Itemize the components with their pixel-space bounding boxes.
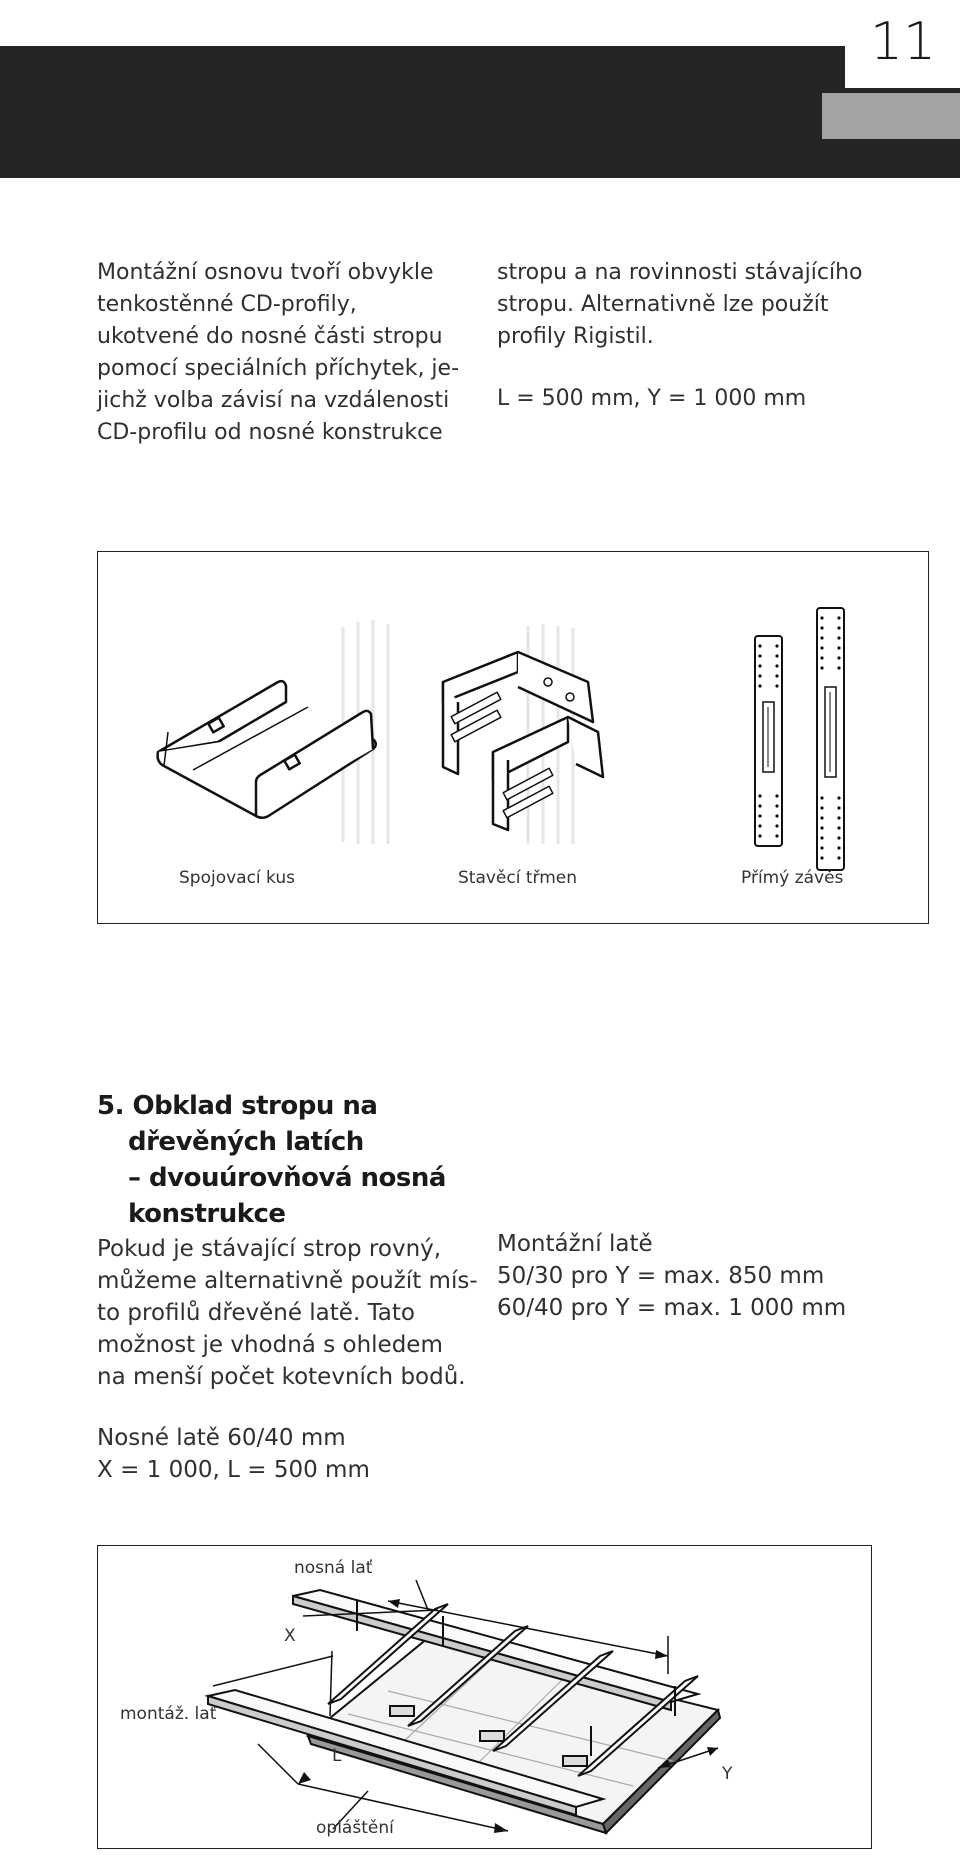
caption-bracket: Stavěcí třmen: [458, 868, 578, 888]
page-number: 11: [869, 12, 937, 72]
label-bearing-batten: nosná lať: [294, 1558, 373, 1578]
figure-hangers: [97, 551, 929, 924]
section-heading: [97, 1088, 446, 1232]
section-body-left: Pokud je stávající strop rovný, můžeme alternativně použít mís- to profilů dřevěné latě. Tato možnost je vhodná s ohledem na menší počet kotevních bodů.: [97, 1236, 478, 1390]
intro-dimensions: L = 500 mm, Y = 1 000 mm: [497, 386, 807, 411]
label-mounting-batten: montáž. lať: [120, 1704, 217, 1724]
header-accent: [822, 93, 960, 139]
intro-text-left: Montážní osnovu tvoří obvykle tenkostěnné CD-profily, ukotvené do nosné části stropu pomocí speciálních příchytek, je- jichž volba závisí na vzdálenosti CD-profilu od nosné konstrukce: [97, 260, 460, 445]
label-x: X: [284, 1626, 296, 1646]
heading-line-1: 5. Obklad stropu na: [97, 1091, 378, 1121]
heading-line-3: – dvouúrovňová nosná: [128, 1163, 446, 1193]
heading-line-2: dřevěných latích: [128, 1127, 364, 1157]
caption-connector: Spojovací kus: [179, 868, 296, 888]
label-y: Y: [722, 1764, 733, 1784]
battens-illustration: [98, 1546, 871, 1848]
straight-hanger-short: [755, 636, 782, 846]
label-l: L: [332, 1746, 342, 1766]
intro-text-right: stropu a na rovinnosti stávajícího stropu. Alternativně lze použít profily Rigistil.: [497, 260, 863, 349]
straight-hanger-long: [817, 608, 844, 870]
section-body-bottom: Nosné latě 60/40 mm X = 1 000, L = 500 mm: [97, 1425, 370, 1483]
figure-battens: [97, 1545, 872, 1849]
heading-line-4: konstrukce: [128, 1199, 286, 1229]
label-cladding: opláštění: [316, 1818, 394, 1838]
caption-hanger: Přímý závěs: [741, 868, 844, 888]
section-body-right: Montážní latě 50/30 pro Y = max. 850 mm 60/40 pro Y = max. 1 000 mm: [497, 1231, 847, 1321]
header-bar: [0, 46, 960, 178]
bracket-drawing: [443, 652, 603, 830]
